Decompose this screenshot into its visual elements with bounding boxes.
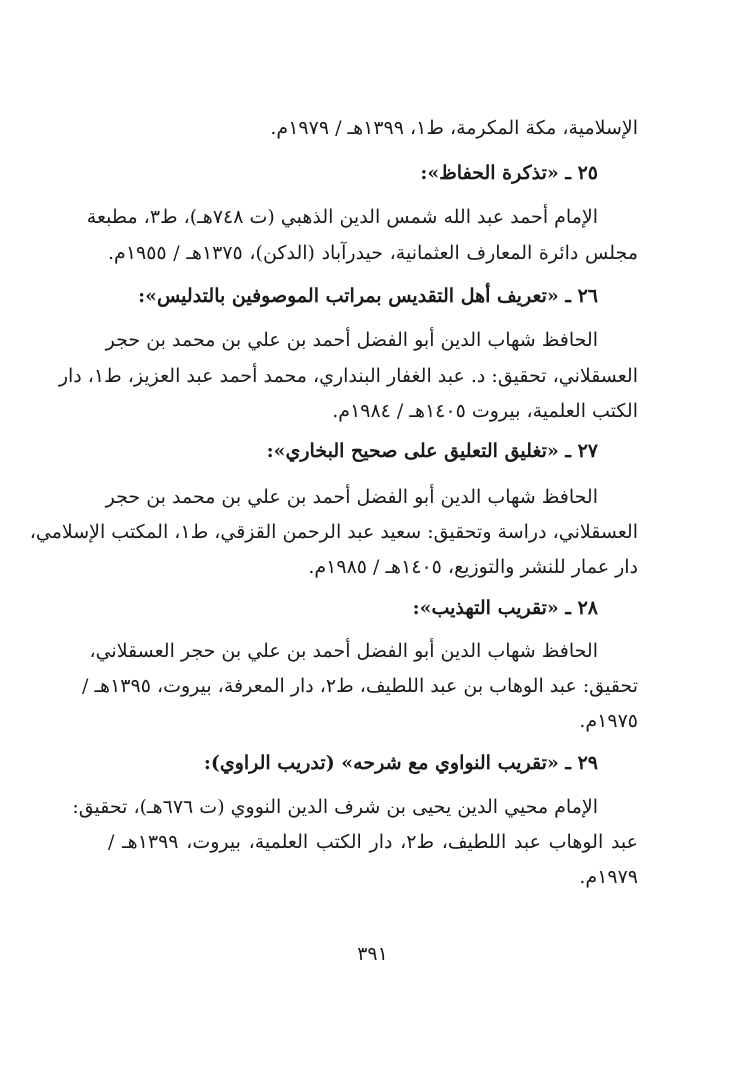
- entry-26-line-1: الحافظ شهاب الدين أبو الفضل أحمد بن علي بن محمد بن حجر: [105, 329, 598, 351]
- entry-25-heading: ٢٥ ـ «تذكرة الحفاظ»:: [420, 162, 598, 184]
- page-number: ٣٩١: [357, 943, 388, 965]
- entry-27-line-3: دار عمار للنشر والتوزيع، ١٤٠٥هـ / ١٩٨٥م.: [308, 556, 638, 578]
- entry-28-line-2: تحقيق: عبد الوهاب بن عبد اللطيف، ط٢، دار المعرفة، بيروت، ١٣٩٥هـ /: [82, 675, 638, 697]
- entry-29-line-2: عبد الوهاب عبد اللطيف، ط٢، دار الكتب العلمية، بيروت، ١٣٩٩هـ /: [108, 831, 638, 853]
- entry-26-line-3: الكتب العلمية، بيروت ١٤٠٥هـ / ١٩٨٤م.: [332, 400, 638, 422]
- entry-25-line-2: مجلس دائرة المعارف العثمانية، حيدرآباد (الدكن)، ١٣٧٥هـ / ١٩٥٥م.: [108, 242, 638, 264]
- entry-26-line-2: العسقلاني، تحقيق: د. عبد الغفار البنداري، محمد أحمد عبد العزيز، ط١، دار: [58, 365, 638, 387]
- entry-25-line-1: الإمام أحمد عبد الله شمس الدين الذهبي (ت ٧٤٨هـ)، ط٣، مطبعة: [86, 206, 598, 228]
- entry-28-line-3: ١٩٧٥م.: [579, 710, 638, 732]
- entry-27-heading: ٢٧ ـ «تغليق التعليق على صحيح البخاري»:: [266, 440, 598, 462]
- entry-29-line-1: الإمام محيي الدين يحيى بن شرف الدين النووي (ت ٦٧٦هـ)، تحقيق:: [72, 796, 598, 818]
- entry-29-heading: ٢٩ ـ «تقريب النواوي مع شرحه» (تدريب الراوي):: [203, 752, 598, 774]
- entry-26-heading: ٢٦ ـ «تعريف أهل التقديس بمراتب الموصوفين بالتدليس»:: [138, 285, 598, 307]
- entry-29-line-3: ١٩٧٩م.: [579, 866, 638, 888]
- entry-28-heading: ٢٨ ـ «تقريب التهذيب»:: [412, 597, 598, 619]
- entry-27-line-2: العسقلاني، دراسة وتحقيق: سعيد عبد الرحمن القزقي، ط١، المكتب الإسلامي،: [29, 521, 638, 543]
- entry-28-line-1: الحافظ شهاب الدين أبو الفضل أحمد بن علي بن حجر العسقلاني،: [89, 640, 598, 662]
- entry-27-line-1: الحافظ شهاب الدين أبو الفضل أحمد بن علي بن محمد بن حجر: [105, 486, 598, 508]
- text-line-continuation: الإسلامية، مكة المكرمة، ط١، ١٣٩٩هـ / ١٩٧٩م.: [270, 117, 638, 139]
